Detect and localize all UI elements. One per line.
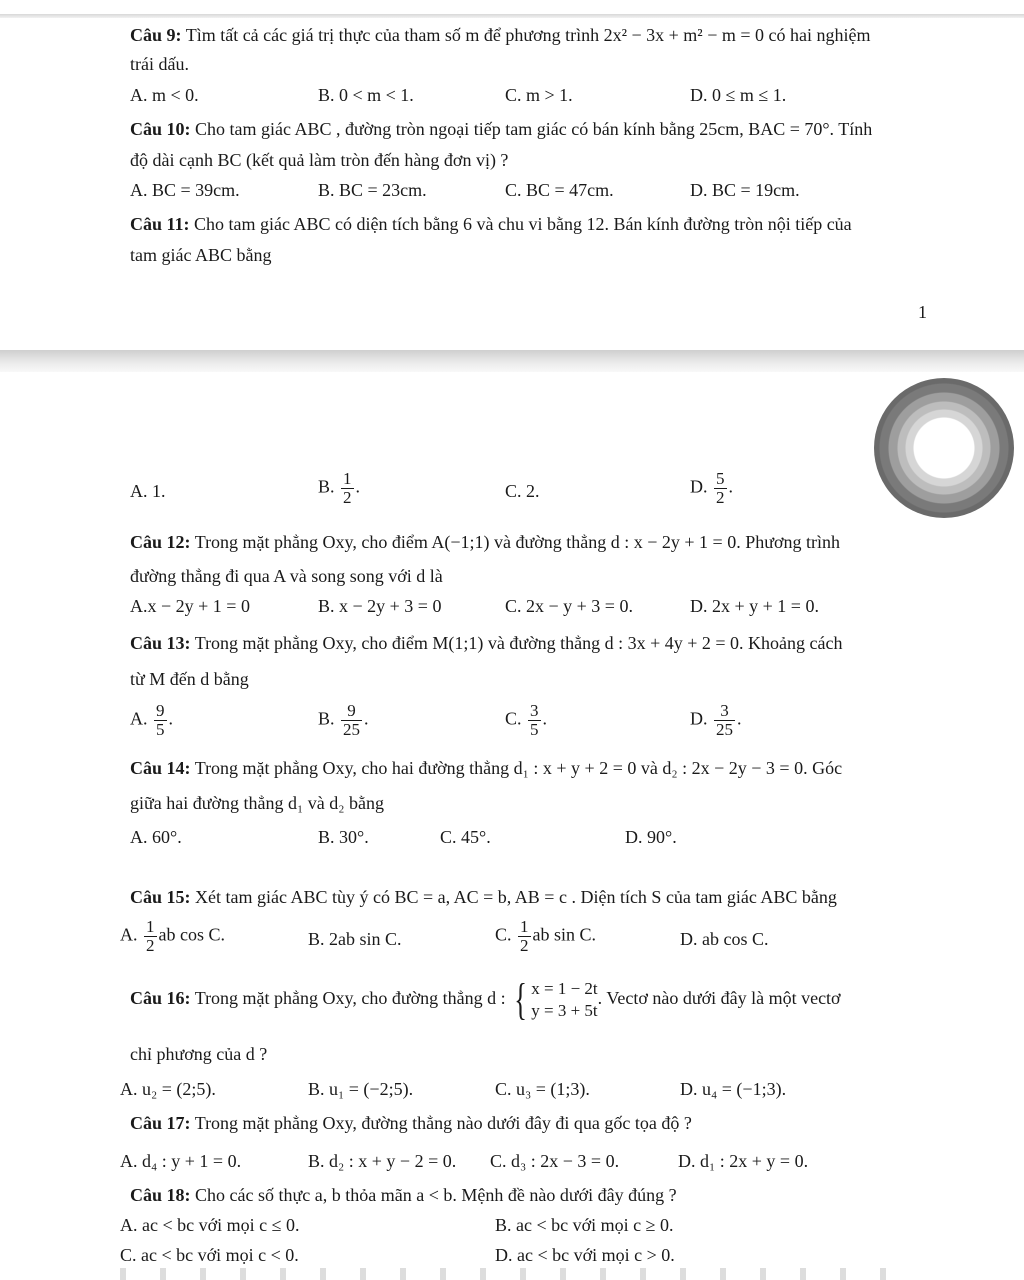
question-16 bbox=[130, 975, 841, 1025]
question-16-text-after: . Vectơ nào dưới đây là một vectơ bbox=[597, 988, 841, 1009]
question-12-label: Câu 12: bbox=[130, 532, 191, 552]
question-11-text-cont: tam giác ABC bằng bbox=[130, 245, 272, 265]
q10-option-d: D. BC = 19cm. bbox=[690, 180, 800, 200]
q18-option-c: C. ac < bc với mọi c < 0. bbox=[120, 1245, 299, 1265]
q13-option-b: B. $\frac{9}{25}$ . bbox=[318, 701, 369, 739]
question-15-label: Câu 15: bbox=[130, 887, 191, 907]
q15-option-d: D. ab cos C. bbox=[680, 929, 769, 949]
q15-option-a: A. $\frac{1}{2}$ ab cos C. bbox=[120, 917, 225, 955]
fraction: $\frac{1}{2}$ bbox=[520, 917, 529, 955]
q17-option-c: C. d₃ : 2x − 3 = 0. bbox=[490, 1151, 620, 1171]
fraction: $\frac{3}{5}$ bbox=[530, 701, 539, 739]
question-13-text: Trong mặt phẳng Oxy, cho điểm M(1;1) và đường thẳng d : 3x + 4y + 2 = 0. Khoảng cách bbox=[194, 633, 843, 653]
loading-ring-icon bbox=[874, 378, 1014, 518]
question-17-text: Trong mặt phẳng Oxy, đường thẳng nào dưới đây đi qua gốc tọa độ ? bbox=[194, 1113, 692, 1133]
fraction: $\frac{9}{5}$ bbox=[156, 701, 165, 739]
q14-option-a: A. 60°. bbox=[130, 827, 182, 847]
question-12 bbox=[130, 533, 840, 553]
fraction: $\frac{1}{2}$ bbox=[343, 469, 352, 507]
question-14-text: Trong mặt phẳng Oxy, cho hai đường thẳng d₁ : x + y + 2 = 0 và d₂ : 2x − 2y − 3 = 0. Góc bbox=[194, 758, 843, 778]
q11-option-a: A. 1. bbox=[130, 481, 166, 501]
question-9 bbox=[130, 26, 870, 46]
question-14-label: Câu 14: bbox=[130, 758, 191, 778]
q16-option-c: C. u₃ = (1;3). bbox=[495, 1079, 590, 1099]
question-15 bbox=[130, 888, 837, 908]
question-11 bbox=[130, 215, 852, 235]
fraction: $\frac{3}{25}$ bbox=[716, 701, 733, 739]
question-10-text: Cho tam giác ABC , đường tròn ngoại tiếp tam giác có bán kính bằng 25cm, BAC = 70°. Tính bbox=[195, 119, 873, 139]
question-10 bbox=[130, 120, 872, 140]
q11-option-d: D. $\frac{5}{2}$ . bbox=[690, 469, 733, 507]
q9-option-c: C. m > 1. bbox=[505, 85, 573, 105]
q16-option-b: B. u₁ = (−2;5). bbox=[308, 1079, 414, 1099]
question-13-text-cont: từ M đến d bằng bbox=[130, 669, 249, 689]
fraction: $\frac{5}{2}$ bbox=[716, 469, 725, 507]
question-16-text: Trong mặt phẳng Oxy, cho đường thẳng d : bbox=[194, 988, 506, 1009]
q12-option-b: B. x − 2y + 3 = 0 bbox=[318, 596, 442, 616]
page-number: 1 bbox=[918, 302, 927, 322]
q10-option-c: C. BC = 47cm. bbox=[505, 180, 614, 200]
question-12-text-cont: đường thẳng đi qua A và song song với d là bbox=[130, 566, 443, 586]
page-top-edge bbox=[0, 14, 1024, 18]
question-9-label: Câu 9: bbox=[130, 25, 182, 45]
q18-option-d: D. ac < bc với mọi c > 0. bbox=[495, 1245, 675, 1265]
question-14-text-cont: giữa hai đường thẳng d₁ và d₂ bằng bbox=[130, 793, 385, 813]
q18-option-b: B. ac < bc với mọi c ≥ 0. bbox=[495, 1215, 674, 1235]
question-9-text-cont: trái dấu. bbox=[130, 54, 189, 74]
question-16-label: Câu 16: bbox=[130, 988, 191, 1009]
cropped-next-line bbox=[120, 1268, 920, 1280]
q18-option-a: A. ac < bc với mọi c ≤ 0. bbox=[120, 1215, 300, 1235]
q17-option-a: A. d₄ : y + 1 = 0. bbox=[120, 1151, 242, 1171]
q11-option-c: C. 2. bbox=[505, 481, 540, 501]
q13-option-c: C. $\frac{3}{5}$ . bbox=[505, 701, 548, 739]
question-17-label: Câu 17: bbox=[130, 1113, 191, 1133]
page-break bbox=[0, 350, 1024, 372]
question-18 bbox=[130, 1186, 677, 1206]
question-11-label: Câu 11: bbox=[130, 214, 190, 234]
q17-option-b: B. d₂ : x + y − 2 = 0. bbox=[308, 1151, 457, 1171]
q12-option-a: A.x − 2y + 1 = 0 bbox=[130, 596, 250, 616]
q11-option-b: B. $\frac{1}{2}$ . bbox=[318, 469, 361, 507]
question-18-text: Cho các số thực a, b thỏa mãn a < b. Mệnh đề nào dưới đây đúng ? bbox=[195, 1185, 677, 1205]
q14-option-c: C. 45°. bbox=[440, 827, 491, 847]
question-13 bbox=[130, 634, 843, 654]
q17-option-d: D. d₁ : 2x + y = 0. bbox=[678, 1151, 809, 1171]
question-14 bbox=[130, 759, 842, 779]
question-12-text: Trong mặt phẳng Oxy, cho điểm A(−1;1) và đường thẳng d : x − 2y + 1 = 0. Phương trình bbox=[194, 532, 840, 552]
q16-option-d: D. u₄ = (−1;3). bbox=[680, 1079, 787, 1099]
q12-option-c: C. 2x − y + 3 = 0. bbox=[505, 596, 633, 616]
question-9-text: Tìm tất cả các giá trị thực của tham số m để phương trình 2x² − 3x + m² − m = 0 có hai nghiệm bbox=[185, 25, 871, 45]
q10-option-b: B. BC = 23cm. bbox=[318, 180, 427, 200]
q9-option-a: A. m < 0. bbox=[130, 85, 199, 105]
parametric-system: { x = 1 − 2t y = 3 + 5t bbox=[514, 975, 598, 1025]
fraction: $\frac{9}{25}$ bbox=[343, 701, 361, 739]
q14-option-d: D. 90°. bbox=[625, 827, 677, 847]
question-10-label: Câu 10: bbox=[130, 119, 191, 139]
question-18-label: Câu 18: bbox=[130, 1185, 191, 1205]
q14-option-b: B. 30°. bbox=[318, 827, 369, 847]
q10-option-a: A. BC = 39cm. bbox=[130, 180, 240, 200]
q9-option-d: D. 0 ≤ m ≤ 1. bbox=[690, 85, 787, 105]
question-13-label: Câu 13: bbox=[130, 633, 191, 653]
question-10-text-cont: độ dài cạnh BC (kết quả làm tròn đến hàng đơn vị) ? bbox=[130, 150, 509, 170]
q13-option-d: D. $\frac{3}{25}$ . bbox=[690, 701, 742, 739]
question-11-text: Cho tam giác ABC có diện tích bằng 6 và chu vi bằng 12. Bán kính đường tròn nội tiếp của bbox=[194, 214, 852, 234]
question-16-text-cont: chỉ phương của d ? bbox=[130, 1044, 268, 1064]
q9-option-b: B. 0 < m < 1. bbox=[318, 85, 414, 105]
fraction: $\frac{1}{2}$ bbox=[146, 917, 155, 955]
q13-option-a: A. $\frac{9}{5}$ . bbox=[130, 701, 173, 739]
q15-option-b: B. 2ab sin C. bbox=[308, 929, 402, 949]
q16-option-a: A. u₂ = (2;5). bbox=[120, 1079, 216, 1099]
question-17 bbox=[130, 1114, 692, 1134]
q12-option-d: D. 2x + y + 1 = 0. bbox=[690, 596, 819, 616]
question-15-text: Xét tam giác ABC tùy ý có BC = a, AC = b, AB = c . Diện tích S của tam giác ABC bằng bbox=[195, 887, 837, 907]
q15-option-c: C. $\frac{1}{2}$ ab sin C. bbox=[495, 917, 597, 955]
